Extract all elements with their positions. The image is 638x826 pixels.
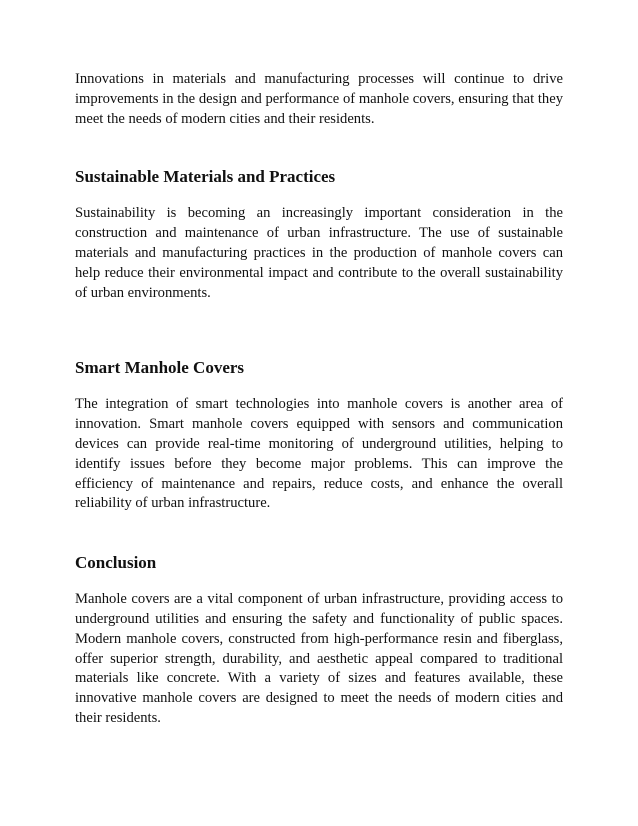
document-page [75,70,563,729]
intro-paragraph: Innovations in materials and manufacturing processes will continue to drive improvements in the design and performance of manhole covers, ensuring that they meet the needs of modern cities and their residents. [75,71,563,127]
section-paragraph-sustainable-materials: Sustainability is becoming an increasingly important consideration in the construction and maintenance of urban infrastructure. The use of sustainable materials and manufacturing practices in the production of manhole covers can help reduce their environmental impact and contribute to the overall sustainability of urban environments. [75,205,563,301]
section-heading-conclusion: Conclusion [75,553,157,573]
section-paragraph-smart-manhole-covers: The integration of smart technologies into manhole covers is another area of innovation. Smart manhole covers equipped with sensors and communication devices can provide real-time monitoring of underground utilities, helping to identify issues before they become major problems. This can improve the efficiency of maintenance and repairs, reduce costs, and enhance the overall reliability of urban infrastructure. [75,396,563,512]
section-heading-smart-manhole-covers: Smart Manhole Covers [75,358,245,378]
section-paragraph-conclusion: Manhole covers are a vital component of urban infrastructure, providing access to underground utilities and ensuring the safety and functionality of public spaces. Modern manhole covers, constructed from high-performance resin and fiberglass, offer superior strength, durability, and aesthetic appeal compared to traditional materials like concrete. With a variety of sizes and features available, these innovative manhole covers are designed to meet the needs of modern cities and their residents. [75,591,563,726]
section-heading-sustainable-materials: Sustainable Materials and Practices [75,167,336,187]
